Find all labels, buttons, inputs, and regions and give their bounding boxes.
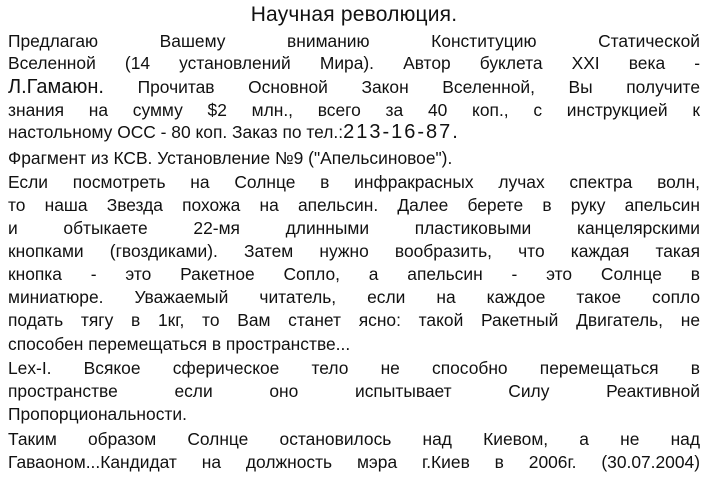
text-line-19: Гаваоном...Кандидат на должность мэра г.Киев в 2006г. (30.07.2004) [8,452,700,472]
text-line-18: Таким образом Солнце остановилось над Киевом, а не над [8,429,700,449]
text-line-7: Если посмотреть на Солнце в инфракрасных лучах спектра волн, [8,172,700,192]
text-line-15: Lex-I. Всякое сферическое тело не способно перемещаться в [8,358,700,378]
text-line-3-rest: Прочитав Основной Закон Вселенной, Вы получите [137,77,700,97]
text-line-4: знания на сумму $2 млн., всего за 40 коп., с инструкцией к [8,100,700,120]
phone-number: 213-16-87. [343,121,460,143]
text-line-6: Фрагмент из КСВ. Установление №9 ("Апельсиновое"). [8,148,453,168]
text-line-14: способен перемещаться в пространстве... [8,334,351,354]
author-name: Л.Гамаюн. [8,76,104,98]
document-title: Научная революция. [250,3,458,26]
text-line-2: Вселенной (14 установлений Мира). Автор буклета XXI века - [8,53,700,73]
text-line-8: то наша Звезда похожа на апельсин. Далее берете в руку апельсин [8,195,700,215]
text-line-12: миниатюре. Уважаемый читатель, если на каждое такое сопло [8,287,700,307]
text-line-3 [8,76,700,98]
text-line-13: подать тягу в 1кг, то Вам станет ясно: такой Ракетный Двигатель, не [8,310,700,330]
text-line-11: кнопка - это Ракетное Сопло, а апельсин - это Солнце в [8,264,700,284]
text-line-9: и обтыкаете 22-мя длинными пластиковыми канцелярскими [8,218,700,238]
text-line-16: пространстве если оно испытывает Силу Реактивной [8,381,700,401]
text-line-10: кнопками (гвоздиками). Затем нужно вообразить, что каждая такая [8,241,700,261]
text-line-17: Пропорциональности. [8,404,187,424]
text-line-1: Предлагаю Вашему вниманию Конституцию Статической [8,31,700,51]
text-line-5-start: настольному ОСС - 80 коп. Заказ по тел.: [8,122,344,142]
text-line-5 [8,121,700,143]
